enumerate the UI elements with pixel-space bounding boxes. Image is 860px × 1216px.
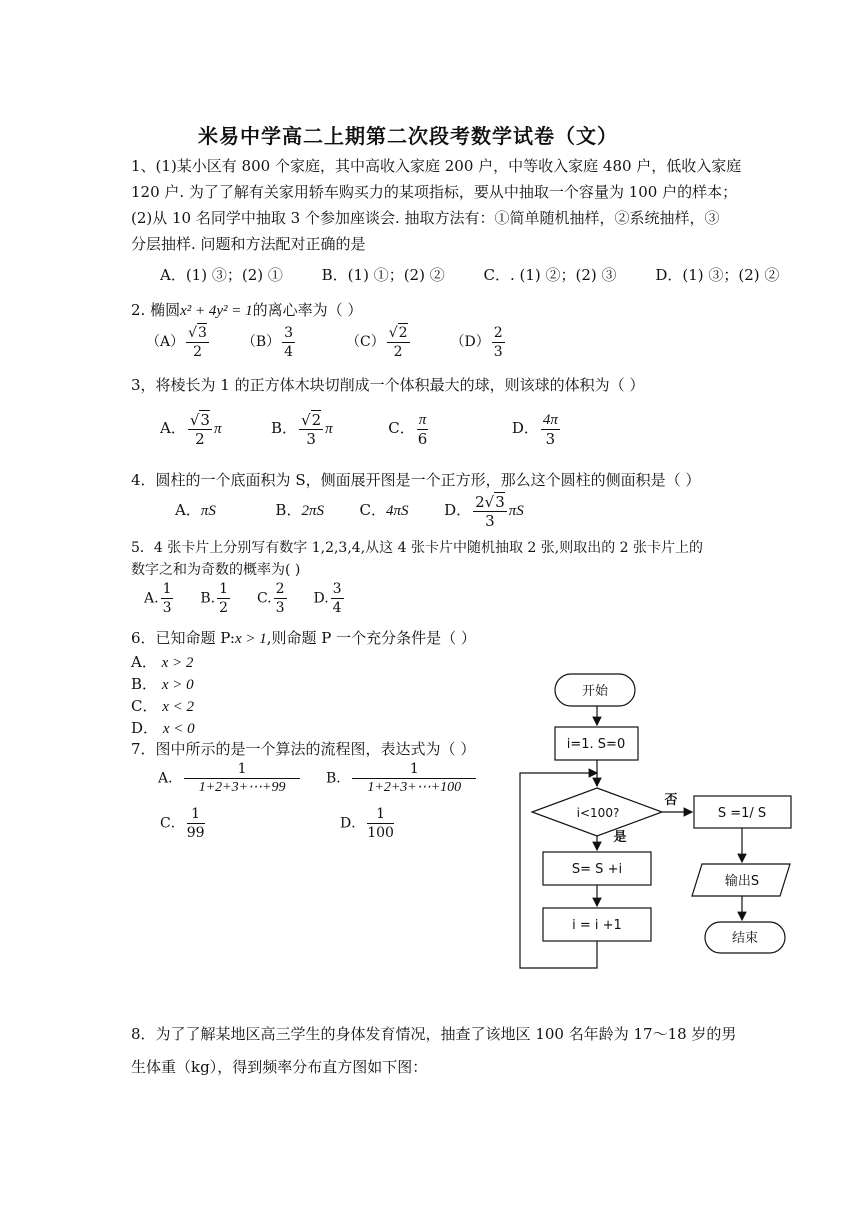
q3-option-a: $\frac{√3}{2}$ bbox=[189, 411, 210, 448]
q1-line3: (2)从 10 名同学中抽取 3 个参加座谈会. 抽取方法有：①简单随机抽样，②系统抽样，③ bbox=[131, 209, 720, 227]
flowchart-no-label: 否 bbox=[664, 793, 678, 808]
q3-label-a: A． bbox=[160, 419, 186, 437]
q1-line1: 1、(1)某小区有 800 个家庭，其中高收入家庭 200 户，中等收入家庭 480 户，低收入家庭 bbox=[131, 157, 742, 175]
q2-label-b: （B） bbox=[241, 334, 281, 350]
q7-option-c: C． $\frac{1}{99}$ bbox=[160, 806, 205, 841]
q6-option-d: D． x < 0 bbox=[131, 719, 195, 737]
q6-stem-math: x > 1 bbox=[234, 631, 267, 647]
flowchart-inc-label: i = i +1 bbox=[572, 918, 622, 933]
q2-option-c: $\frac{√2}{2}$ bbox=[388, 325, 408, 360]
q4-options: A．πS B．2πS C．4πS D． $\frac{2√3}{3}$ πS bbox=[175, 493, 524, 530]
flowchart-end-label: 结束 bbox=[731, 931, 759, 946]
q2-label-a: （A） bbox=[146, 334, 185, 350]
q3-option-d: $\frac{4\pi}{3}$ bbox=[542, 411, 558, 448]
flowchart-recip-label: S =1/ S bbox=[717, 806, 767, 821]
q5-line2: 数字之和为奇数的概率为( ) bbox=[131, 562, 301, 578]
q5-line1: 5．4 张卡片上分别写有数字 1,2,3,4,从这 4 张卡片中随机抽取 2 张,则取出的 2 张卡片上的 bbox=[131, 540, 704, 556]
q6-option-b: B． x > 0 bbox=[131, 675, 194, 693]
q6-stem-post: ,则命题 P 一个充分条件是（ ） bbox=[266, 629, 476, 647]
q3-label-c: C． bbox=[388, 419, 415, 437]
q2-equation: x² + 4y² = 1 bbox=[180, 303, 253, 319]
q7-option-b: B． $\frac{1}{1+2+3+\cdots+100}$ bbox=[326, 760, 478, 797]
q8-line2: 生体重（kg），得到频率分布直方图如下图： bbox=[131, 1058, 428, 1076]
q5-label-d: D. bbox=[313, 590, 329, 607]
q5-label-b: B. bbox=[200, 590, 216, 607]
q7-option-a: A． $\frac{1}{1+2+3+\cdots+99}$ bbox=[158, 760, 302, 797]
q3-stem: 3，将棱长为 1 的正方体木块切削成一个体积最大的球，则该球的体积为（ ） bbox=[131, 376, 645, 394]
q2-option-b: $\frac{3}{4}$ bbox=[284, 324, 294, 360]
q2-stem-post: 的离心率为（ ） bbox=[252, 301, 363, 319]
q4-label-a: A． bbox=[175, 501, 201, 519]
q3-option-b: $\frac{√2}{3}$ bbox=[301, 411, 322, 448]
q4-option-d: $\frac{2√3}{3}$ bbox=[475, 493, 505, 530]
q1-option-d: D．(1) ③；(2) ② bbox=[655, 266, 780, 284]
q3-label-d: D． bbox=[511, 419, 539, 437]
q4-option-b: 2πS bbox=[301, 503, 324, 519]
q4-label-c: C． bbox=[359, 501, 387, 519]
q6-option-c: C． x < 2 bbox=[131, 697, 195, 715]
q2-label-c: （C） bbox=[346, 334, 385, 350]
q5-label-c: C. bbox=[256, 590, 272, 607]
q8-line1: 8．为了了解某地区高三学生的身体发育情况，抽查了该地区 100 名年龄为 17～18 岁的男 bbox=[131, 1025, 737, 1043]
q4-option-c: 4πS bbox=[386, 503, 409, 519]
q7-stem: 7．图中所示的是一个算法的流程图，表达式为（ ） bbox=[131, 740, 476, 758]
q2-label-d: （D） bbox=[450, 334, 490, 350]
q5-option-a: $\frac{1}{3}$ bbox=[162, 581, 172, 616]
flowchart-sum-label: S= S +i bbox=[571, 862, 623, 877]
q1-line4: 分层抽样. 问题和方法配对正确的是 bbox=[131, 235, 366, 253]
q2-stem-pre: 2. 椭圆 bbox=[131, 301, 181, 319]
q3-options: A． $\frac{√3}{2}$ π B． $\frac{√2}{3}$ π C． $\frac{\pi}{6}$ D． $\frac{4\pi}{3}$ bbox=[160, 411, 558, 448]
q1-line2: 120 户. 为了了解有关家用轿车购买力的某项指标，要从中抽取一个容量为 100 户的样本； bbox=[131, 183, 738, 201]
q3-label-b: B． bbox=[271, 419, 298, 437]
q6-stem-pre: 6．已知命题 P: bbox=[131, 629, 235, 647]
q5-label-a: A. bbox=[144, 590, 159, 607]
q4-option-a: πS bbox=[200, 503, 216, 519]
q1-option-b: B．(1) ①；(2) ② bbox=[321, 266, 445, 284]
q7-option-d: D． $\frac{1}{100}$ bbox=[340, 806, 394, 841]
q4-label-d: D． bbox=[444, 501, 472, 519]
q4-stem: 4．圆柱的一个底面积为 S，侧面展开图是一个正方形，那么这个圆柱的侧面积是（ ） bbox=[131, 471, 701, 489]
flowchart-yes-label: 是 bbox=[613, 830, 627, 845]
flowchart-condition-label: i<100? bbox=[576, 806, 620, 820]
flowchart-output-label: 输出S bbox=[724, 874, 760, 889]
q5-option-c: $\frac{2}{3}$ bbox=[275, 581, 285, 616]
flowchart-start-label: 开始 bbox=[581, 684, 609, 699]
q4-label-b: B． bbox=[275, 501, 302, 519]
q2-option-d: $\frac{2}{3}$ bbox=[493, 324, 503, 360]
page-title: 米易中学高二上期第二次段考数学试卷（文） bbox=[198, 124, 618, 148]
q1-option-a: A．(1) ③；(2) ① bbox=[160, 266, 283, 284]
q2-option-a: $\frac{√3}{2}$ bbox=[188, 325, 207, 360]
q6-option-a: A． x > 2 bbox=[131, 653, 194, 671]
q5-option-b: $\frac{1}{2}$ bbox=[219, 581, 229, 616]
q1-option-c: C．. (1) ②；(2) ③ bbox=[483, 266, 617, 284]
flowchart-init-label: i=1. S=0 bbox=[566, 737, 626, 752]
q5-option-d: $\frac{3}{4}$ bbox=[332, 581, 342, 616]
q3-option-c: $\frac{\pi}{6}$ bbox=[417, 411, 428, 448]
